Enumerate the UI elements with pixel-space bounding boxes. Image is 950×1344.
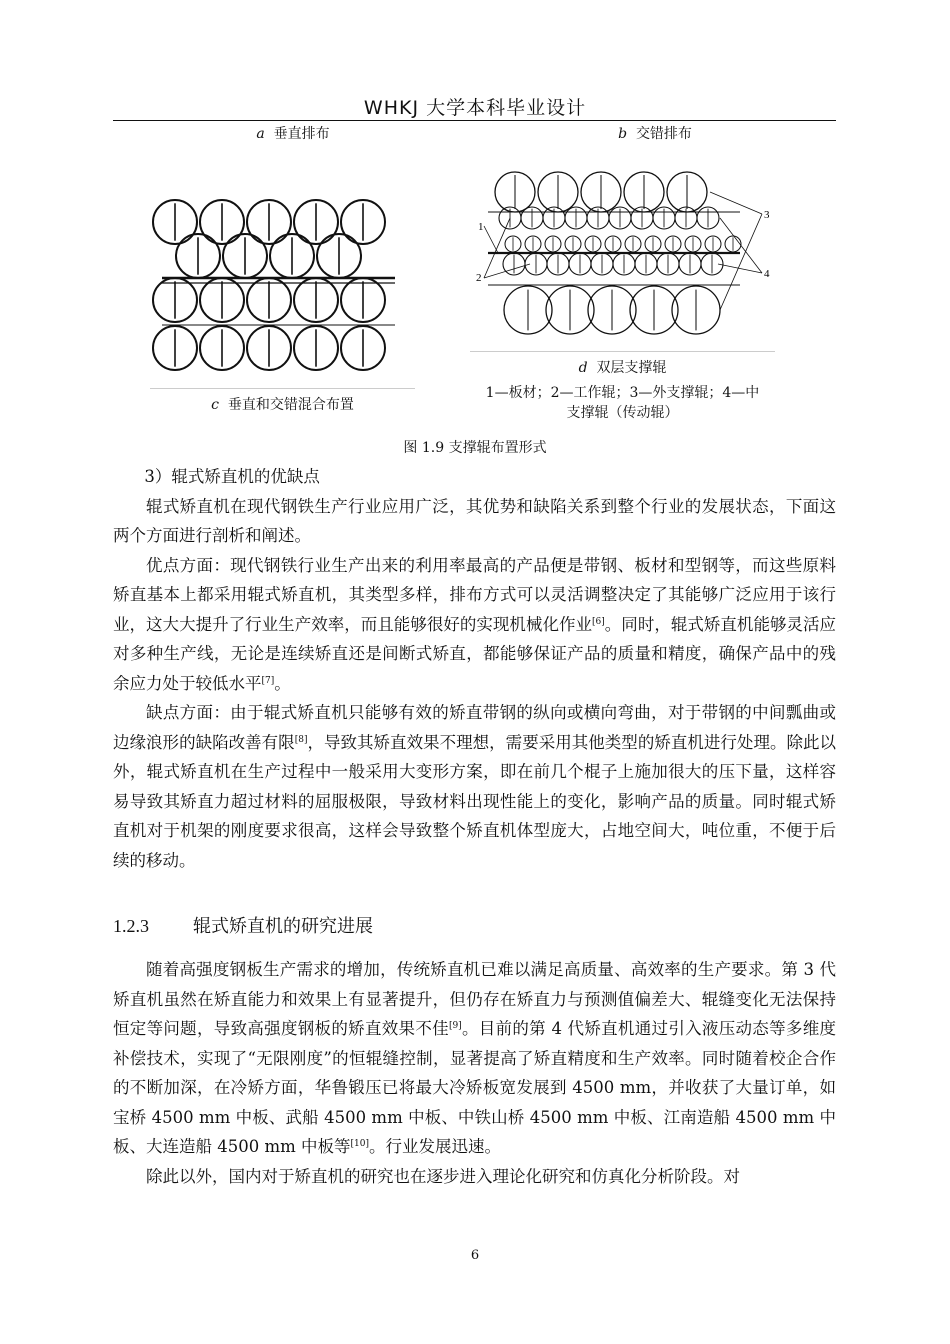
- paragraph-2-text-c: 。: [274, 673, 291, 693]
- header-rule: [113, 120, 836, 121]
- caption-c: [150, 395, 415, 415]
- leader-1: [484, 226, 498, 253]
- caption-d: [470, 358, 775, 378]
- citation-7: [7]: [261, 675, 275, 686]
- paragraph-3-text-a: 缺点方面：由于辊式矫直机只能够有效的矫直带钢的纵向或横向弯曲，对于带钢的中间瓢曲或边缘浪形的缺陷改善有限: [113, 703, 836, 752]
- paragraph-3: [113, 698, 836, 875]
- page-header-title: WHKJ 大学本科毕业设计: [363, 97, 587, 119]
- caption-a: [233, 124, 353, 144]
- leader-4a: [720, 218, 762, 273]
- paragraph-1: 辊式矫直机在现代钢铁生产行业应用广泛，其优势和缺陷关系到整个行业的发展状态，下面这两个方面进行剖析和阐述。: [113, 496, 836, 545]
- roller-diagram-double-layer: [470, 160, 780, 350]
- body-text-block-1: [113, 462, 836, 875]
- section-number: 1.2.3: [113, 916, 149, 936]
- caption-c-letter: c: [211, 397, 219, 413]
- leader-3b: [720, 214, 762, 310]
- figure-legend: [450, 383, 795, 423]
- figure-caption: 图 1.9 支撑辊布置形式: [403, 440, 547, 456]
- label-2: 2: [476, 272, 482, 284]
- leader-4b: [718, 264, 762, 273]
- caption-b: [595, 124, 715, 144]
- page-number: 6: [470, 1248, 480, 1263]
- caption-d-text: 双层支撑辊: [596, 360, 667, 376]
- paragraph-4-text-a: 随着高强度钢板生产需求的增加，传统矫直机已难以满足高质量、高效率的生产要求。第 3 代矫直机虽然在矫直能力和效果上有显著提升，但仍存在矫直力与预测值偏差大、辊缝变化无法保持恒定等问题，导致高强度钢板的矫直效果不佳: [113, 960, 836, 1038]
- citation-8: [8]: [294, 734, 308, 745]
- caption-d-letter: d: [578, 360, 588, 376]
- paragraph-3-text-b: ，导致其矫直效果不理想，需要采用其他类型的矫直机进行处理。除此以外，辊式矫直机在生产过程中一般采用大变形方案，即在前几个棍子上施加很大的压下量，这样容易导致其矫直力超过材料的屈服极限，导致材料出现性能上的变化，影响产品的质量。同时辊式矫直机对于机架的刚度要求很高，这样会导致整个矫直机体型庞大，占地空间大，吨位重，不便于后续的移动。: [113, 732, 837, 870]
- caption-c-text: 垂直和交错混合布置: [227, 397, 354, 413]
- label-1: 1: [478, 221, 484, 233]
- label-4: 4: [764, 268, 770, 280]
- body-text-block-2: [113, 955, 836, 1191]
- figure-d-baseline: [470, 351, 775, 352]
- paragraph-2: [113, 551, 836, 699]
- paragraph-4-text-b: 。目前的第 4 代矫直机通过引入液压动态等多维度补偿技术，实现了“无限刚度”的恒辊缝控制，显著提高了矫直精度和生产效率。同时随着校企合作的不断加深，在冷矫方面，华鲁锻压已将最大冷矫板宽发展到 4500 mm，并收获了大量订单，如宝桥 4500 mm 中板、武船 4500 mm 中板、中铁山桥 4500 mm 中板、江南造船 4500 mm 中板、大连造船 4500 mm 中板等: [113, 1019, 836, 1156]
- caption-b-text: 交错排布: [635, 126, 692, 142]
- paragraph-4: [113, 955, 836, 1162]
- caption-b-letter: b: [618, 126, 628, 142]
- section-heading: [113, 912, 373, 938]
- citation-6: [6]: [592, 616, 605, 627]
- legend-line-1: 1—板材；2—工作辊；3—外支撑辊；4—中: [485, 385, 760, 401]
- paragraph-2-text-b: 。同时，辊式矫直机能够灵活应对多种生产线，无论是连续矫直还是间断式矫直，都能够保证产品的质量和精度，确保产品中的残余应力处于较低水平: [113, 614, 837, 693]
- label-3: 3: [764, 209, 770, 221]
- paragraph-5: 除此以外，国内对于矫直机的研究也在逐步进入理论化研究和仿真化分析阶段。对: [146, 1166, 740, 1186]
- roller-diagram-mixed: [150, 170, 410, 390]
- leader-3a: [710, 192, 762, 214]
- citation-9: [9]: [448, 1021, 462, 1031]
- paragraph-4-text-c: 。行业发展迅速。: [369, 1137, 502, 1156]
- figure-c-baseline: [150, 388, 415, 389]
- item3-heading: 3）辊式矫直机的优缺点: [144, 467, 320, 486]
- caption-a-letter: a: [256, 126, 265, 142]
- paragraph-2-text-a: 优点方面：现代钢铁行业生产出来的利用率最高的产品便是带钢、板材和型钢等，而这些原料矫直基本上都采用辊式矫直机，其类型多样，排布方式可以灵活调整决定了其能够广泛应用于该行业，这大大提升了行业生产效率，而且能够很好的实现机械化作业: [113, 555, 836, 634]
- legend-line-2: 支撑辊（传动辊）: [566, 405, 679, 421]
- caption-a-text: 垂直排布: [273, 126, 330, 142]
- citation-10: [10]: [350, 1139, 370, 1149]
- section-title: 辊式矫直机的研究进展: [193, 916, 373, 937]
